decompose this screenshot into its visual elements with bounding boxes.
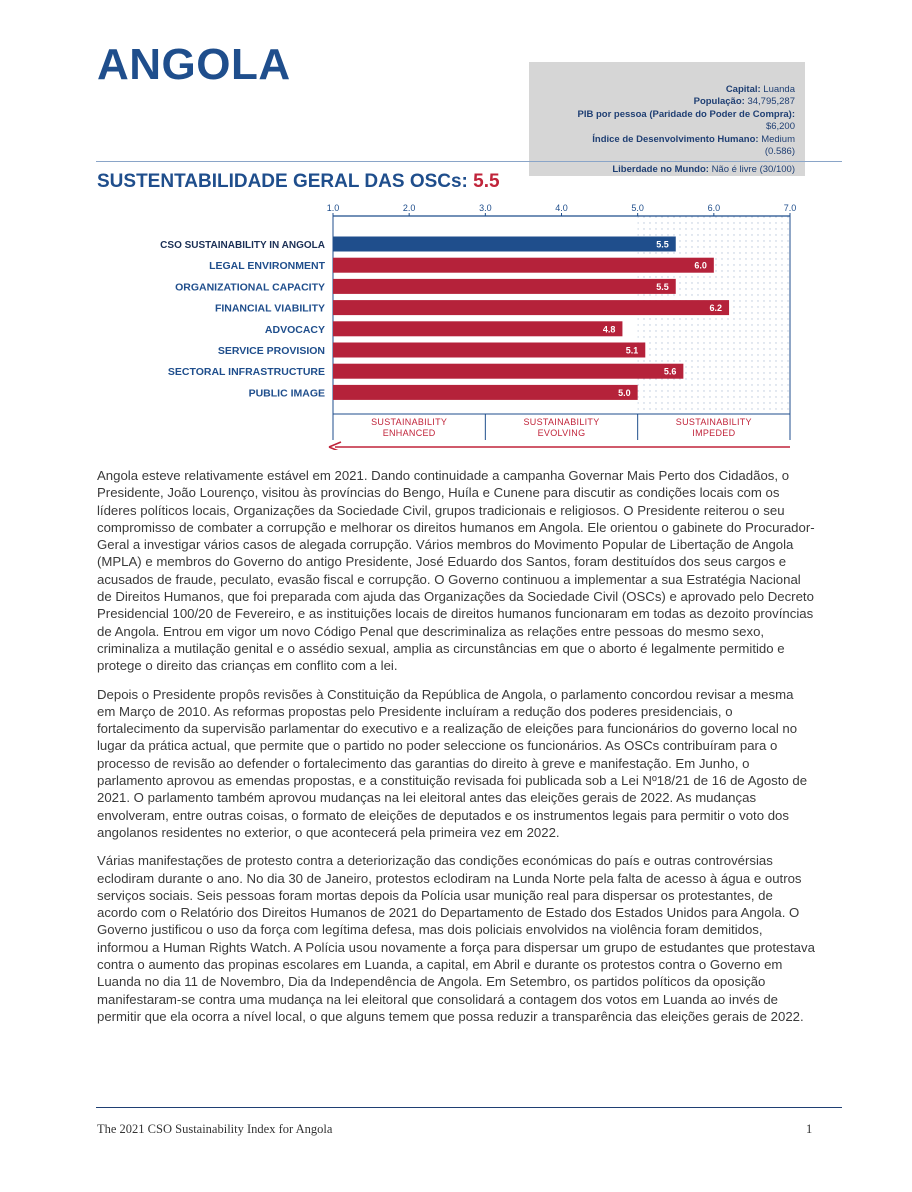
population-row: População: 34,795,287 <box>693 96 795 108</box>
zone-label-line2: ENHANCED <box>382 428 436 438</box>
category-label: PUBLIC IMAGE <box>248 387 325 400</box>
freedom-row: Liberdade no Mundo: Não é livre (30/100) <box>612 164 795 176</box>
bar <box>333 237 676 252</box>
country-facts-box <box>529 62 805 176</box>
paragraph-1: Angola esteve relativamente estável em 2021. Dando continuidade a campanha Governar Mais Perto dos Cidadãos, o Presidente, João Lourenço, visitou às províncias do Bengo, Huíla e Cunene para discutir as condições locais com os líderes políticos locais, Organizações da Sociedade Civil, grupos tradicionais e religiosos. O Presidente reiterou o seu compromisso de combater a corrupção e melhorar os direitos humanos em Angola. Ele orientou o gabinete do Procurador-Geral a investigar vários casos de alegada corrupção. Vários membros do Movimento Popular de Libertação de Angola (MPLA) e membros do Governo do antigo Presidente, José Eduardo dos Santos, foram destituídos dos seus cargos e acusados de fraude, peculato, evasão fiscal e corrupção. O Governo continuou a implementar a sua Estratégia Nacional de Direitos Humanos, que foi preparada com ajuda das Organizações da Sociedade Civil (OSCs) e aprovado pelo Decreto Presidencial 100/20 de Fevereiro, e as instituições locais de direitos humanos funcionaram em todas as dezoito províncias de Angola. Entrou em vigor um novo Código Penal que descriminaliza as relações entre pessoas do mesmo sexo, criminaliza a mutilação genital e o assédio sexual, amplia as circunstâncias em que o aborto é legalmente permitido e protege o direito das crianças em conflito com a lei. <box>97 468 815 674</box>
category-label: FINANCIAL VIABILITY <box>214 302 325 315</box>
country-title: ANGOLA <box>97 40 291 89</box>
category-label: ORGANIZATIONAL CAPACITY <box>175 281 325 294</box>
body-text <box>97 467 815 1036</box>
zone-label-line1: SUSTAINABILITY <box>371 417 448 427</box>
direction-arrow-head <box>329 442 341 450</box>
bar <box>333 385 638 400</box>
category-label: SECTORAL INFRASTRUCTURE <box>167 366 325 379</box>
category-label: ADVOCACY <box>264 323 325 336</box>
tick-label: 2.0 <box>402 203 416 213</box>
bar-value-label: 5.5 <box>656 239 669 250</box>
category-label: SERVICE PROVISION <box>217 345 325 357</box>
footer-title: The 2021 CSO Sustainability Index for Angola <box>97 1122 333 1136</box>
footer-divider <box>96 1107 842 1108</box>
tick-label: 3.0 <box>479 203 492 213</box>
bar <box>333 300 729 315</box>
bar-value-label: 5.6 <box>663 366 677 377</box>
gdp-row: PIB por pessoa (Paridade do Poder de Compra): $6,200 <box>577 108 795 133</box>
bar <box>333 258 714 273</box>
zone-label-line2: EVOLVING <box>537 428 586 438</box>
bar-value-label: 4.8 <box>602 324 616 335</box>
bar-value-label: 5.0 <box>618 387 631 398</box>
page-number: 1 <box>806 1122 813 1136</box>
bar <box>333 321 622 336</box>
bar-value-label: 5.5 <box>656 281 669 292</box>
overall-score: 5.5 <box>473 171 500 192</box>
tick-label: 6.0 <box>707 203 721 213</box>
tick-label: 5.0 <box>631 203 644 213</box>
category-label: LEGAL ENVIRONMENT <box>209 260 325 273</box>
bar <box>333 343 645 358</box>
capital-row: Capital: Luanda <box>725 84 795 95</box>
tick-label: 7.0 <box>783 203 797 213</box>
tick-label: 1.0 <box>326 203 340 213</box>
paragraph-3: Várias manifestações de protesto contra a deteriorização das condições económicas do país e outras controvérsias eclodiram durante o ano. No dia 30 de Janeiro, protestos eclodiram na Lunda Norte pela falta de acesso à água e outros serviços sociais. Seis pessoas foram mortas depois da Polícia usar munição real para dispersar os protestantes, de acordo com o Relatório dos Direitos Humanos de 2021 do Departamento de Estado dos Estados Unidos para Angola. O Governo justificou o uso da força com legítima defesa, mas dois policiais envolvidos na violência foram demitidos, informou a Human Rights Watch. A Polícia usou novamente a força para dispersar um grupo de estudantes que protestava contra o aumento das propinas escolares em Luanda, a capital, em Abril e durante os protestos contra o Governo em Luanda no dia 11 de Novembro, Dia da Independência de Angola. Em Setembro, os partidos políticos da oposição manifestaram-se contra uma mudança na lei eleitoral que consolidará a contagem dos votos em Luanda ao invés de permitir que ela ocorra a nível local, o que alguns temem que possa reduzir a transparência das eleições gerais de 2022. <box>97 853 815 1024</box>
bar-value-label: 6.0 <box>694 260 707 271</box>
header-divider <box>96 161 842 162</box>
bar <box>333 279 676 294</box>
hdi-row: Índice de Desenvolvimento Humano: Medium (0.586) <box>592 133 795 158</box>
bar <box>333 364 683 379</box>
zone-label-line1: SUSTAINABILITY <box>675 417 752 427</box>
tick-label: 4.0 <box>555 203 568 213</box>
overall-sustainability-heading: SUSTENTABILIDADE GERAL DAS OSCs: 5.5 <box>97 171 500 192</box>
paragraph-2: Depois o Presidente propôs revisões à Constituição da República de Angola, o parlamento concordou revisar a mesma em Março de 2010. As reformas propostas pelo Presidente incluíram a redução dos poderes presidenciais, o fortalecimento da supervisão parlamentar do executivo e a realização de eleições para funcionários do governo local no lugar da prática actual, que permite que o partido no poder seleccione os funcionários. As OSCs contribuíram para o processo de revisão ao defender o fortalecimento das garantias do direito à greve e manifestação. Em Junho, o parlamento aprovou as emendas propostas, e a constituição revisada foi publicada sob a Lei Nº18/21 de 16 de Agosto de 2021. O parlamento também aprovou mudanças na lei eleitoral antes das eleições gerais de 2022. As mudanças envolveram, entre outras coisas, o formato de eleições de deputados e os instrumentos legais para permitir o voto dos angolanos residentes no exterior, o que acontecerá pela primeira vez em 2022. <box>97 686 808 840</box>
bar-value-label: 6.2 <box>709 303 723 314</box>
zone-label-line1: SUSTAINABILITY <box>523 417 600 427</box>
zone-label-line2: IMPEDED <box>692 428 736 438</box>
sustainability-bar-chart <box>95 202 805 450</box>
category-label: CSO SUSTAINABILITY IN ANGOLA <box>160 240 325 251</box>
bar-value-label: 5.1 <box>625 345 639 356</box>
